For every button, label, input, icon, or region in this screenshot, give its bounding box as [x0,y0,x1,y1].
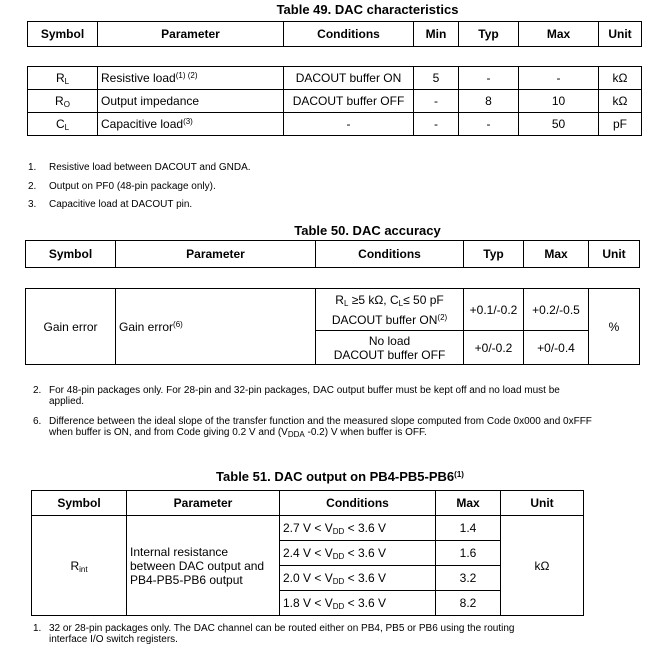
typ-cell: 8 [459,90,519,113]
header-typ: Typ [459,22,519,47]
table-row [26,289,640,331]
table51-note-1: 1. 32 or 28-pin packages only. The DAC channel can be routed either on PB4, PB5 or PB6 using the routing interface I/O switch registers. [33,623,515,645]
table-row [28,113,642,136]
min-cell: 5 [414,67,459,90]
parameter-cell: Gain error$^{(6)}$ [116,289,316,365]
conditions-cell: DACOUT buffer OFF [284,90,414,113]
header-conditions: Conditions [280,491,436,516]
max-cell: +0/-0.4 [524,331,589,365]
typ-cell: - [459,113,519,136]
parameter-cell: Internal resistance between DAC output and PB4-PB5-PB6 output [127,516,280,616]
header-parameter: Parameter [98,22,284,47]
table-row [28,90,642,113]
header-unit: Unit [501,491,584,516]
header-max: Max [519,22,599,47]
unit-cell: kΩ [501,516,584,616]
header-symbol: Symbol [32,491,127,516]
typ-cell: +0/-0.2 [464,331,524,365]
unit-cell: % [589,289,640,365]
typ-cell: +0.1/-0.2 [464,289,524,331]
unit-cell: pF [599,113,642,136]
table50-header [25,240,640,268]
table50-note-6: 6. Difference between the ideal slope of the transfer function and the measured slope computed from Code 0x000 and 0xFFF when buffer is ON, and from Code giving 0.2 V and ($V_{DDA}$ -0.2) V when buffer is OFF. [33,416,592,439]
unit-cell: kΩ [599,67,642,90]
conditions-cell: 1.8 $V < V_{DD} < 3.6$ V [280,591,436,616]
table49-note-2: 2. Output on PF0 (48-pin package only). [28,181,216,192]
header-symbol: Symbol [26,241,116,268]
typ-cell: - [459,67,519,90]
table-row [32,516,584,541]
conditions-cell: 2.7 $V < V_{DD} < 3.6$ V [280,516,436,541]
max-cell: 1.4 [436,516,501,541]
table49-header [27,21,642,47]
header-conditions: Conditions [316,241,464,268]
unit-cell: kΩ [599,90,642,113]
conditions-cell: No load DACOUT buffer OFF [316,331,464,365]
table49-body [27,66,642,136]
header-conditions: Conditions [284,22,414,47]
table50-title: Table 50. DAC accuracy [294,223,441,238]
parameter-cell: Output impedance [98,90,284,113]
symbol-cell: $R_L$ [28,67,98,90]
header-symbol: Symbol [28,22,98,47]
header-parameter: Parameter [127,491,280,516]
header-max: Max [524,241,589,268]
table49-note-1: 1. Resistive load between DACOUT and GNDA. [28,162,251,173]
header-unit: Unit [589,241,640,268]
table-row [28,67,642,90]
parameter-cell: Capacitive load$^{(3)}$ [98,113,284,136]
symbol-cell: $R_{int}$ [32,516,127,616]
min-cell: - [414,90,459,113]
symbol-cell: $R_O$ [28,90,98,113]
symbol-cell: Gain error [26,289,116,365]
table50-body [25,288,640,365]
max-cell: 50 [519,113,599,136]
table51-title: Table 51. DAC output on PB4-PB5-PB6$^{(1)}$ [216,469,464,484]
conditions-cell: 2.0 $V < V_{DD} < 3.6$ V [280,566,436,591]
max-cell: 8.2 [436,591,501,616]
conditions-cell: DACOUT buffer ON [284,67,414,90]
max-cell: 1.6 [436,541,501,566]
header-parameter: Parameter [116,241,316,268]
table50-note-2: 2. For 48-pin packages only. For 28-pin and 32-pin packages, DAC output buffer must be kept off and no load must be applied. [33,385,560,407]
header-min: Min [414,22,459,47]
table51 [31,490,584,616]
max-cell: - [519,67,599,90]
table-header-row [32,491,584,516]
table49-title: Table 49. DAC characteristics [276,2,459,17]
max-cell: +0.2/-0.5 [524,289,589,331]
max-cell: 3.2 [436,566,501,591]
conditions-cell: 2.4 $V < V_{DD} < 3.6$ V [280,541,436,566]
table49-note-3: 3. Capacitive load at DACOUT pin. [28,199,193,210]
header-typ: Typ [464,241,524,268]
symbol-cell: $C_L$ [28,113,98,136]
conditions-cell: $R_L \ge 5$ kΩ, $C_L\le 50$ pF DACOUT buffer ON$^{(2)}$ [316,289,464,331]
parameter-cell: Resistive load$^{(1) (2)}$ [98,67,284,90]
header-max: Max [436,491,501,516]
max-cell: 10 [519,90,599,113]
header-unit: Unit [599,22,642,47]
conditions-cell: - [284,113,414,136]
min-cell: - [414,113,459,136]
